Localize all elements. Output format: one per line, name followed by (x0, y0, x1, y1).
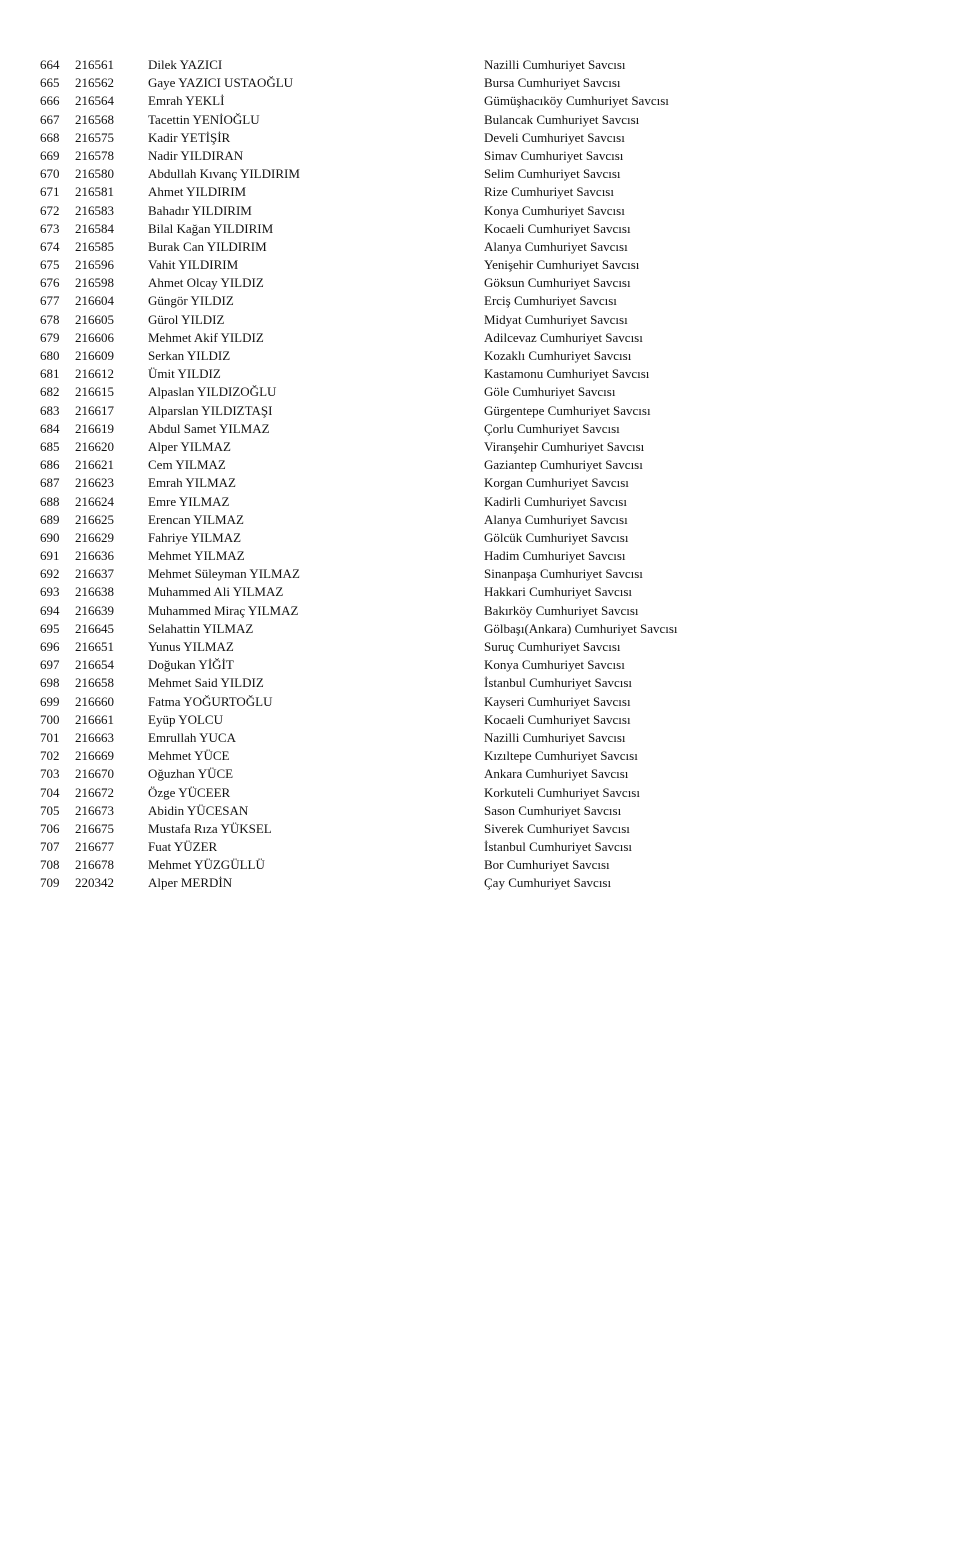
registry-number: 216675 (75, 820, 114, 836)
person-name: Mehmet Said YILDIZ (148, 675, 264, 691)
registry-number: 216561 (75, 57, 114, 72)
person-name: Özge YÜCEER (148, 784, 231, 800)
registry-number: 216660 (75, 693, 114, 709)
assigned-position: Göle Cumhuriyet Savcısı (484, 384, 616, 400)
list-item (0, 529, 960, 547)
person-name: Abdul Samet YILMAZ (148, 420, 270, 436)
person-name: Oğuzhan YÜCE (148, 766, 234, 782)
row-number: 676 (40, 275, 60, 291)
assigned-position: Kocaeli Cumhuriyet Savcısı (484, 711, 631, 727)
row-number: 682 (40, 384, 60, 400)
registry-number: 216583 (75, 202, 114, 218)
list-item (0, 238, 960, 256)
assigned-position: Sinanpaşa Cumhuriyet Savcısı (484, 566, 643, 582)
assigned-position: Suruç Cumhuriyet Savcısı (484, 639, 621, 654)
assigned-position: Sason Cumhuriyet Savcısı (484, 802, 622, 818)
person-name: Nadir YILDIRAN (148, 147, 244, 163)
assigned-position: Siverek Cumhuriyet Savcısı (484, 820, 630, 836)
row-number: 678 (40, 311, 60, 327)
assigned-position: Viranşehir Cumhuriyet Savcısı (484, 438, 645, 454)
person-name: Emrullah YUCA (148, 729, 236, 745)
person-name: Tacettin YENİOĞLU (148, 111, 260, 127)
assigned-position: Nazilli Cumhuriyet Savcısı (484, 57, 626, 72)
person-name: Güngör YILDIZ (148, 293, 234, 309)
person-name: Erencan YILMAZ (148, 511, 244, 527)
person-name: Alpaslan YILDIZOĞLU (148, 384, 277, 400)
row-number: 692 (40, 566, 60, 582)
row-number: 672 (40, 202, 60, 218)
registry-number: 216619 (75, 420, 114, 436)
person-name: Mehmet YÜCE (148, 748, 230, 764)
assigned-position: Konya Cumhuriyet Savcısı (484, 657, 625, 673)
person-name: Muhammed Ali YILMAZ (148, 584, 284, 600)
row-number: 705 (40, 802, 60, 818)
assigned-position: Alanya Cumhuriyet Savcısı (484, 511, 628, 527)
row-number: 690 (40, 529, 60, 545)
person-name: Ümit YILDIZ (148, 366, 221, 382)
registry-number: 216661 (75, 711, 114, 727)
person-name: Alparslan YILDIZTAŞI (148, 402, 273, 418)
assigned-position: Kocaeli Cumhuriyet Savcısı (484, 220, 631, 236)
registry-number: 216638 (75, 584, 114, 600)
row-number: 670 (40, 166, 60, 182)
assigned-position: Erciş Cumhuriyet Savcısı (484, 293, 617, 309)
list-item (0, 147, 960, 165)
list-item (0, 674, 960, 692)
appointment-list (0, 56, 960, 893)
person-name: Gürol YILDIZ (148, 311, 225, 327)
registry-number: 216596 (75, 257, 114, 273)
registry-number: 216639 (75, 602, 114, 618)
row-number: 669 (40, 147, 60, 163)
registry-number: 216636 (75, 548, 114, 564)
row-number: 706 (40, 820, 60, 836)
registry-number: 216606 (75, 329, 114, 345)
list-item (0, 602, 960, 620)
person-name: Burak Can YILDIRIM (148, 238, 267, 254)
list-item (0, 729, 960, 747)
row-number: 697 (40, 657, 60, 673)
assigned-position: Korkuteli Cumhuriyet Savcısı (484, 784, 640, 800)
row-number: 665 (40, 75, 60, 91)
list-item (0, 383, 960, 401)
assigned-position: Gürgentepe Cumhuriyet Savcısı (484, 402, 651, 418)
person-name: Gaye YAZICI USTAOĞLU (148, 75, 294, 91)
row-number: 681 (40, 366, 60, 382)
assigned-position: Hakkari Cumhuriyet Savcısı (484, 584, 633, 600)
person-name: Mustafa Rıza YÜKSEL (148, 820, 272, 836)
person-name: Ahmet YILDIRIM (148, 184, 247, 200)
row-number: 673 (40, 220, 60, 236)
row-number: 698 (40, 675, 60, 691)
assigned-position: Nazilli Cumhuriyet Savcısı (484, 729, 626, 745)
row-number: 677 (40, 293, 60, 309)
registry-number: 216609 (75, 348, 114, 363)
registry-number: 216678 (75, 857, 114, 873)
registry-number: 216663 (75, 729, 114, 745)
row-number: 700 (40, 711, 60, 727)
list-item (0, 183, 960, 201)
registry-number: 216669 (75, 748, 114, 764)
row-number: 696 (40, 639, 60, 654)
assigned-position: Göksun Cumhuriyet Savcısı (484, 275, 631, 291)
assigned-position: Bulancak Cumhuriyet Savcısı (484, 111, 640, 127)
row-number: 703 (40, 766, 60, 782)
assigned-position: Korgan Cumhuriyet Savcısı (484, 475, 629, 491)
assigned-position: Gölbaşı(Ankara) Cumhuriyet Savcısı (484, 620, 678, 636)
list-item (0, 347, 960, 365)
list-item (0, 511, 960, 529)
list-item (0, 620, 960, 638)
person-name: Mehmet YÜZGÜLLÜ (148, 857, 265, 873)
row-number: 674 (40, 238, 60, 254)
row-number: 668 (40, 129, 60, 145)
row-number: 689 (40, 511, 60, 527)
assigned-position: Bakırköy Cumhuriyet Savcısı (484, 602, 639, 618)
row-number: 687 (40, 475, 60, 491)
person-name: Vahit YILDIRIM (148, 257, 239, 273)
list-item (0, 493, 960, 511)
person-name: Ahmet Olcay YILDIZ (148, 275, 264, 291)
registry-number: 216670 (75, 766, 114, 782)
registry-number: 216580 (75, 166, 114, 182)
person-name: Eyüp YOLCU (148, 711, 223, 727)
registry-number: 216578 (75, 147, 114, 163)
row-number: 695 (40, 620, 60, 636)
registry-number: 216612 (75, 366, 114, 382)
row-number: 686 (40, 457, 60, 473)
registry-number: 216581 (75, 184, 114, 200)
row-number: 685 (40, 438, 60, 454)
list-item (0, 711, 960, 729)
registry-number: 216673 (75, 802, 114, 818)
registry-number: 216575 (75, 129, 114, 145)
list-item (0, 92, 960, 110)
list-item (0, 292, 960, 310)
person-name: Kadir YETİŞİR (148, 129, 231, 145)
person-name: Fuat YÜZER (148, 839, 218, 855)
registry-number: 220342 (75, 875, 114, 891)
registry-number: 216585 (75, 238, 114, 254)
row-number: 671 (40, 184, 60, 200)
assigned-position: Kozaklı Cumhuriyet Savcısı (484, 348, 632, 363)
person-name: Abdullah Kıvanç YILDIRIM (148, 166, 300, 182)
row-number: 680 (40, 348, 60, 363)
registry-number: 216645 (75, 620, 114, 636)
row-number: 699 (40, 693, 60, 709)
list-item (0, 420, 960, 438)
assigned-position: Kızıltepe Cumhuriyet Savcısı (484, 748, 638, 764)
row-number: 707 (40, 839, 60, 855)
person-name: Alper YILMAZ (148, 438, 231, 454)
list-item (0, 820, 960, 838)
registry-number: 216617 (75, 402, 114, 418)
list-item (0, 165, 960, 183)
person-name: Emrah YEKLİ (148, 93, 225, 109)
assigned-position: Simav Cumhuriyet Savcısı (484, 147, 624, 163)
list-item (0, 202, 960, 220)
assigned-position: Gümüşhacıköy Cumhuriyet Savcısı (484, 93, 669, 109)
registry-number: 216629 (75, 529, 114, 545)
person-name: Bilal Kağan YILDIRIM (148, 220, 274, 236)
assigned-position: Çorlu Cumhuriyet Savcısı (484, 420, 620, 436)
registry-number: 216623 (75, 475, 114, 491)
row-number: 664 (40, 57, 60, 72)
row-number: 679 (40, 329, 60, 345)
assigned-position: Çay Cumhuriyet Savcısı (484, 875, 612, 891)
registry-number: 216672 (75, 784, 114, 800)
assigned-position: Adilcevaz Cumhuriyet Savcısı (484, 329, 643, 345)
registry-number: 216620 (75, 438, 114, 454)
assigned-position: Rize Cumhuriyet Savcısı (484, 184, 614, 200)
row-number: 675 (40, 257, 60, 273)
person-name: Emre YILMAZ (148, 493, 230, 509)
registry-number: 216564 (75, 93, 114, 109)
person-name: Fahriye YILMAZ (148, 529, 242, 545)
row-number: 683 (40, 402, 60, 418)
list-item (0, 365, 960, 383)
assigned-position: İstanbul Cumhuriyet Savcısı (484, 839, 633, 855)
list-item (0, 656, 960, 674)
list-item (0, 456, 960, 474)
row-number: 702 (40, 748, 60, 764)
assigned-position: Gaziantep Cumhuriyet Savcısı (484, 457, 643, 473)
list-item (0, 129, 960, 147)
list-item (0, 438, 960, 456)
list-item (0, 311, 960, 329)
registry-number: 216562 (75, 75, 114, 91)
registry-number: 216624 (75, 493, 114, 509)
assigned-position: Kadirli Cumhuriyet Savcısı (484, 493, 627, 509)
registry-number: 216584 (75, 220, 114, 236)
person-name: Emrah YILMAZ (148, 475, 236, 491)
assigned-position: Konya Cumhuriyet Savcısı (484, 202, 625, 218)
person-name: Bahadır YILDIRIM (148, 202, 252, 218)
registry-number: 216658 (75, 675, 114, 691)
list-item (0, 74, 960, 92)
registry-number: 216615 (75, 384, 114, 400)
list-item (0, 856, 960, 874)
person-name: Cem YILMAZ (148, 457, 226, 473)
list-item (0, 111, 960, 129)
person-name: Mehmet Akif YILDIZ (148, 329, 264, 345)
registry-number: 216598 (75, 275, 114, 291)
assigned-position: Yenişehir Cumhuriyet Savcısı (484, 257, 640, 273)
person-name: Doğukan YİĞİT (148, 657, 234, 673)
registry-number: 216605 (75, 311, 114, 327)
row-number: 708 (40, 857, 60, 873)
assigned-position: Alanya Cumhuriyet Savcısı (484, 238, 628, 254)
row-number: 667 (40, 111, 60, 127)
list-item (0, 274, 960, 292)
row-number: 701 (40, 729, 60, 745)
list-item (0, 638, 960, 656)
registry-number: 216621 (75, 457, 114, 473)
assigned-position: Kastamonu Cumhuriyet Savcısı (484, 366, 650, 382)
person-name: Muhammed Miraç YILMAZ (148, 602, 299, 618)
list-item (0, 402, 960, 420)
assigned-position: Hadim Cumhuriyet Savcısı (484, 548, 626, 564)
row-number: 684 (40, 420, 60, 436)
list-item (0, 547, 960, 565)
row-number: 694 (40, 602, 60, 618)
assigned-position: Ankara Cumhuriyet Savcısı (484, 766, 629, 782)
person-name: Mehmet Süleyman YILMAZ (148, 566, 300, 582)
list-item (0, 784, 960, 802)
list-item (0, 802, 960, 820)
person-name: Dilek YAZICI (148, 57, 223, 72)
list-item (0, 474, 960, 492)
registry-number: 216568 (75, 111, 114, 127)
registry-number: 216604 (75, 293, 114, 309)
row-number: 693 (40, 584, 60, 600)
person-name: Fatma YOĞURTOĞLU (148, 693, 273, 709)
list-item (0, 747, 960, 765)
list-item (0, 56, 960, 74)
registry-number: 216651 (75, 639, 114, 654)
registry-number: 216677 (75, 839, 114, 855)
list-item (0, 565, 960, 583)
person-name: Abidin YÜCESAN (148, 802, 249, 818)
row-number: 704 (40, 784, 60, 800)
row-number: 688 (40, 493, 60, 509)
list-item (0, 220, 960, 238)
row-number: 691 (40, 548, 60, 564)
assigned-position: Bursa Cumhuriyet Savcısı (484, 75, 621, 91)
assigned-position: Kayseri Cumhuriyet Savcısı (484, 693, 631, 709)
list-item (0, 693, 960, 711)
person-name: Alper MERDİN (148, 875, 233, 891)
person-name: Serkan YILDIZ (148, 348, 231, 363)
row-number: 709 (40, 875, 60, 891)
assigned-position: İstanbul Cumhuriyet Savcısı (484, 675, 633, 691)
person-name: Selahattin YILMAZ (148, 620, 254, 636)
assigned-position: Selim Cumhuriyet Savcısı (484, 166, 621, 182)
assigned-position: Midyat Cumhuriyet Savcısı (484, 311, 628, 327)
list-item (0, 583, 960, 601)
assigned-position: Gölcük Cumhuriyet Savcısı (484, 529, 629, 545)
person-name: Yunus YILMAZ (148, 639, 234, 654)
row-number: 666 (40, 93, 60, 109)
list-item (0, 765, 960, 783)
person-name: Mehmet YILMAZ (148, 548, 245, 564)
list-item (0, 329, 960, 347)
assigned-position: Develi Cumhuriyet Savcısı (484, 129, 625, 145)
registry-number: 216637 (75, 566, 114, 582)
list-item (0, 838, 960, 856)
list-item (0, 256, 960, 274)
assigned-position: Bor Cumhuriyet Savcısı (484, 857, 610, 873)
list-item (0, 874, 960, 892)
registry-number: 216654 (75, 657, 114, 673)
registry-number: 216625 (75, 511, 114, 527)
